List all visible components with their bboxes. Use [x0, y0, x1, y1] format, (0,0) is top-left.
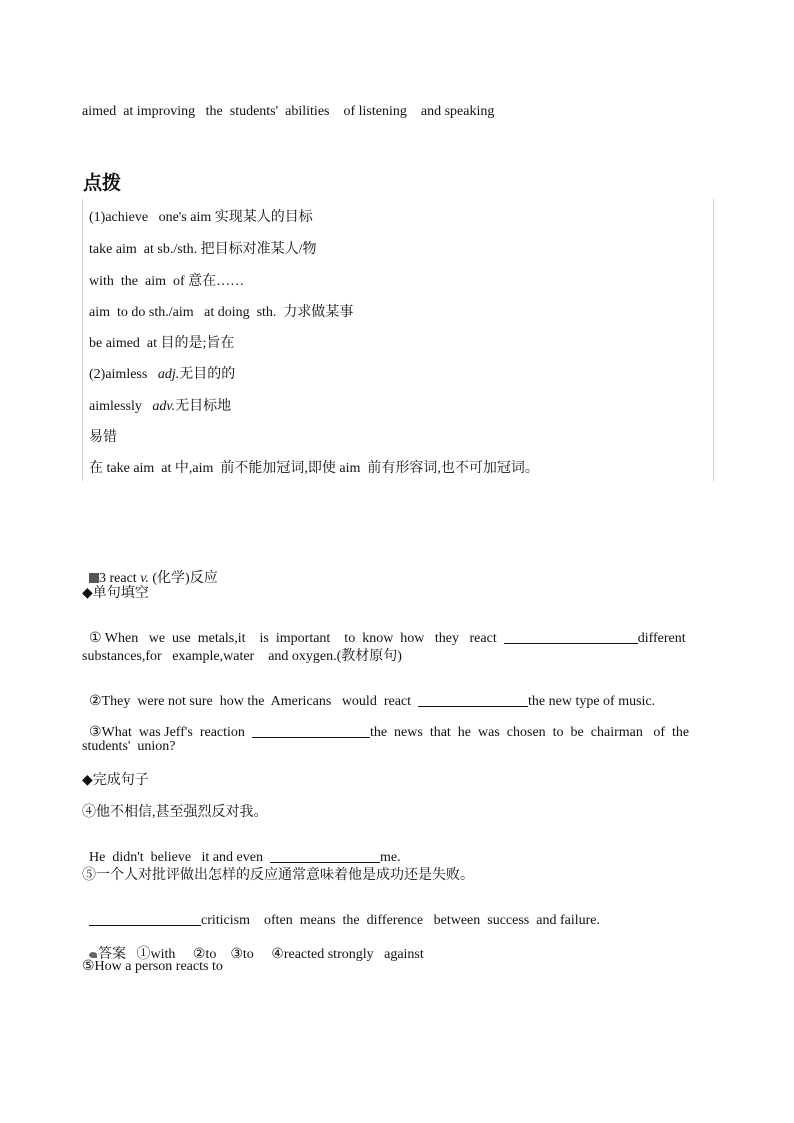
- subhead-fill-blanks: ◆单句填空: [82, 586, 149, 601]
- tip-line: be aimed at 目的是;旨在: [89, 336, 235, 351]
- tip-pos: adj.: [157, 367, 180, 382]
- answer-blank[interactable]: [504, 630, 638, 644]
- q2-text: ②They were not sure how the Americans would react: [89, 694, 419, 709]
- tip-line: 在 take aim at 中,aim 前不能加冠词,即使 aim 前有形容词,也不可加冠词。: [89, 461, 539, 476]
- tip-line: (1)achieve one's aim 实现某人的目标: [89, 210, 313, 225]
- answer-blank[interactable]: [270, 849, 380, 863]
- tip-line: take aim at sb./sth. 把目标对准某人/物: [89, 242, 317, 257]
- tip-word: (2)aimless: [89, 367, 158, 382]
- top-line: aimed at improving the students' abilities of listening and speaking: [82, 104, 495, 119]
- question-4-chinese: ④他不相信,甚至强烈反对我。: [82, 805, 268, 820]
- q4-text: me.: [379, 850, 401, 865]
- tip-pos: adv.: [152, 399, 176, 414]
- tip-line: [89, 363, 235, 383]
- tip-line: 易错: [89, 430, 117, 445]
- answer-blank[interactable]: [418, 693, 528, 707]
- tip-line: with the aim of 意在……: [89, 274, 245, 289]
- section-heading: 点拨: [83, 172, 122, 194]
- tip-meaning: 无目标地: [175, 399, 232, 414]
- tip-word: aimlessly: [89, 399, 153, 414]
- q1-text: ① When we use metals,it is important to know how they react: [89, 631, 504, 646]
- q3-text: ③What was Jeff's reaction: [89, 725, 252, 740]
- question-4: [82, 833, 401, 866]
- answer-blank[interactable]: [89, 912, 201, 926]
- answers-text: ①with ②to ③to ④reacted strongly against: [126, 947, 424, 962]
- question-3: [82, 708, 689, 741]
- question-2: [82, 677, 655, 710]
- q3-text: the news that he was chosen to be chairman of the: [369, 725, 690, 740]
- q5-text: criticism often means the difference between success and failure.: [201, 913, 600, 928]
- section-pos: v.: [140, 571, 149, 586]
- question-1: [82, 614, 686, 647]
- q1-text: different: [637, 631, 686, 646]
- subhead-complete-sentences: ◆完成句子: [82, 773, 149, 788]
- q2-text: the new type of music.: [528, 694, 656, 709]
- question-5-chinese: ⑤一个人对批评做出怎样的反应通常意味着他是成功还是失败。: [82, 868, 474, 883]
- tip-line: aim to do sth./aim at doing sth. 力求做某事: [89, 305, 354, 320]
- tip-meaning: 无目的的: [179, 367, 236, 382]
- section-meaning: (化学)反应: [148, 571, 218, 586]
- section-number: 3: [99, 571, 106, 586]
- question-3-cont: students' union?: [82, 739, 176, 754]
- question-5: [82, 896, 600, 929]
- tip-line: [89, 395, 231, 415]
- section-word: react: [106, 571, 141, 586]
- answer-5: ⑤How a person reacts to: [82, 959, 223, 974]
- q4-text: He didn't believe it and even: [89, 850, 270, 865]
- answer-label: 答案: [98, 947, 126, 962]
- answer-blank[interactable]: [252, 724, 370, 738]
- question-1-cont: substances,for example,water and oxygen.(教材原句): [82, 649, 402, 664]
- tip-box: [82, 199, 714, 481]
